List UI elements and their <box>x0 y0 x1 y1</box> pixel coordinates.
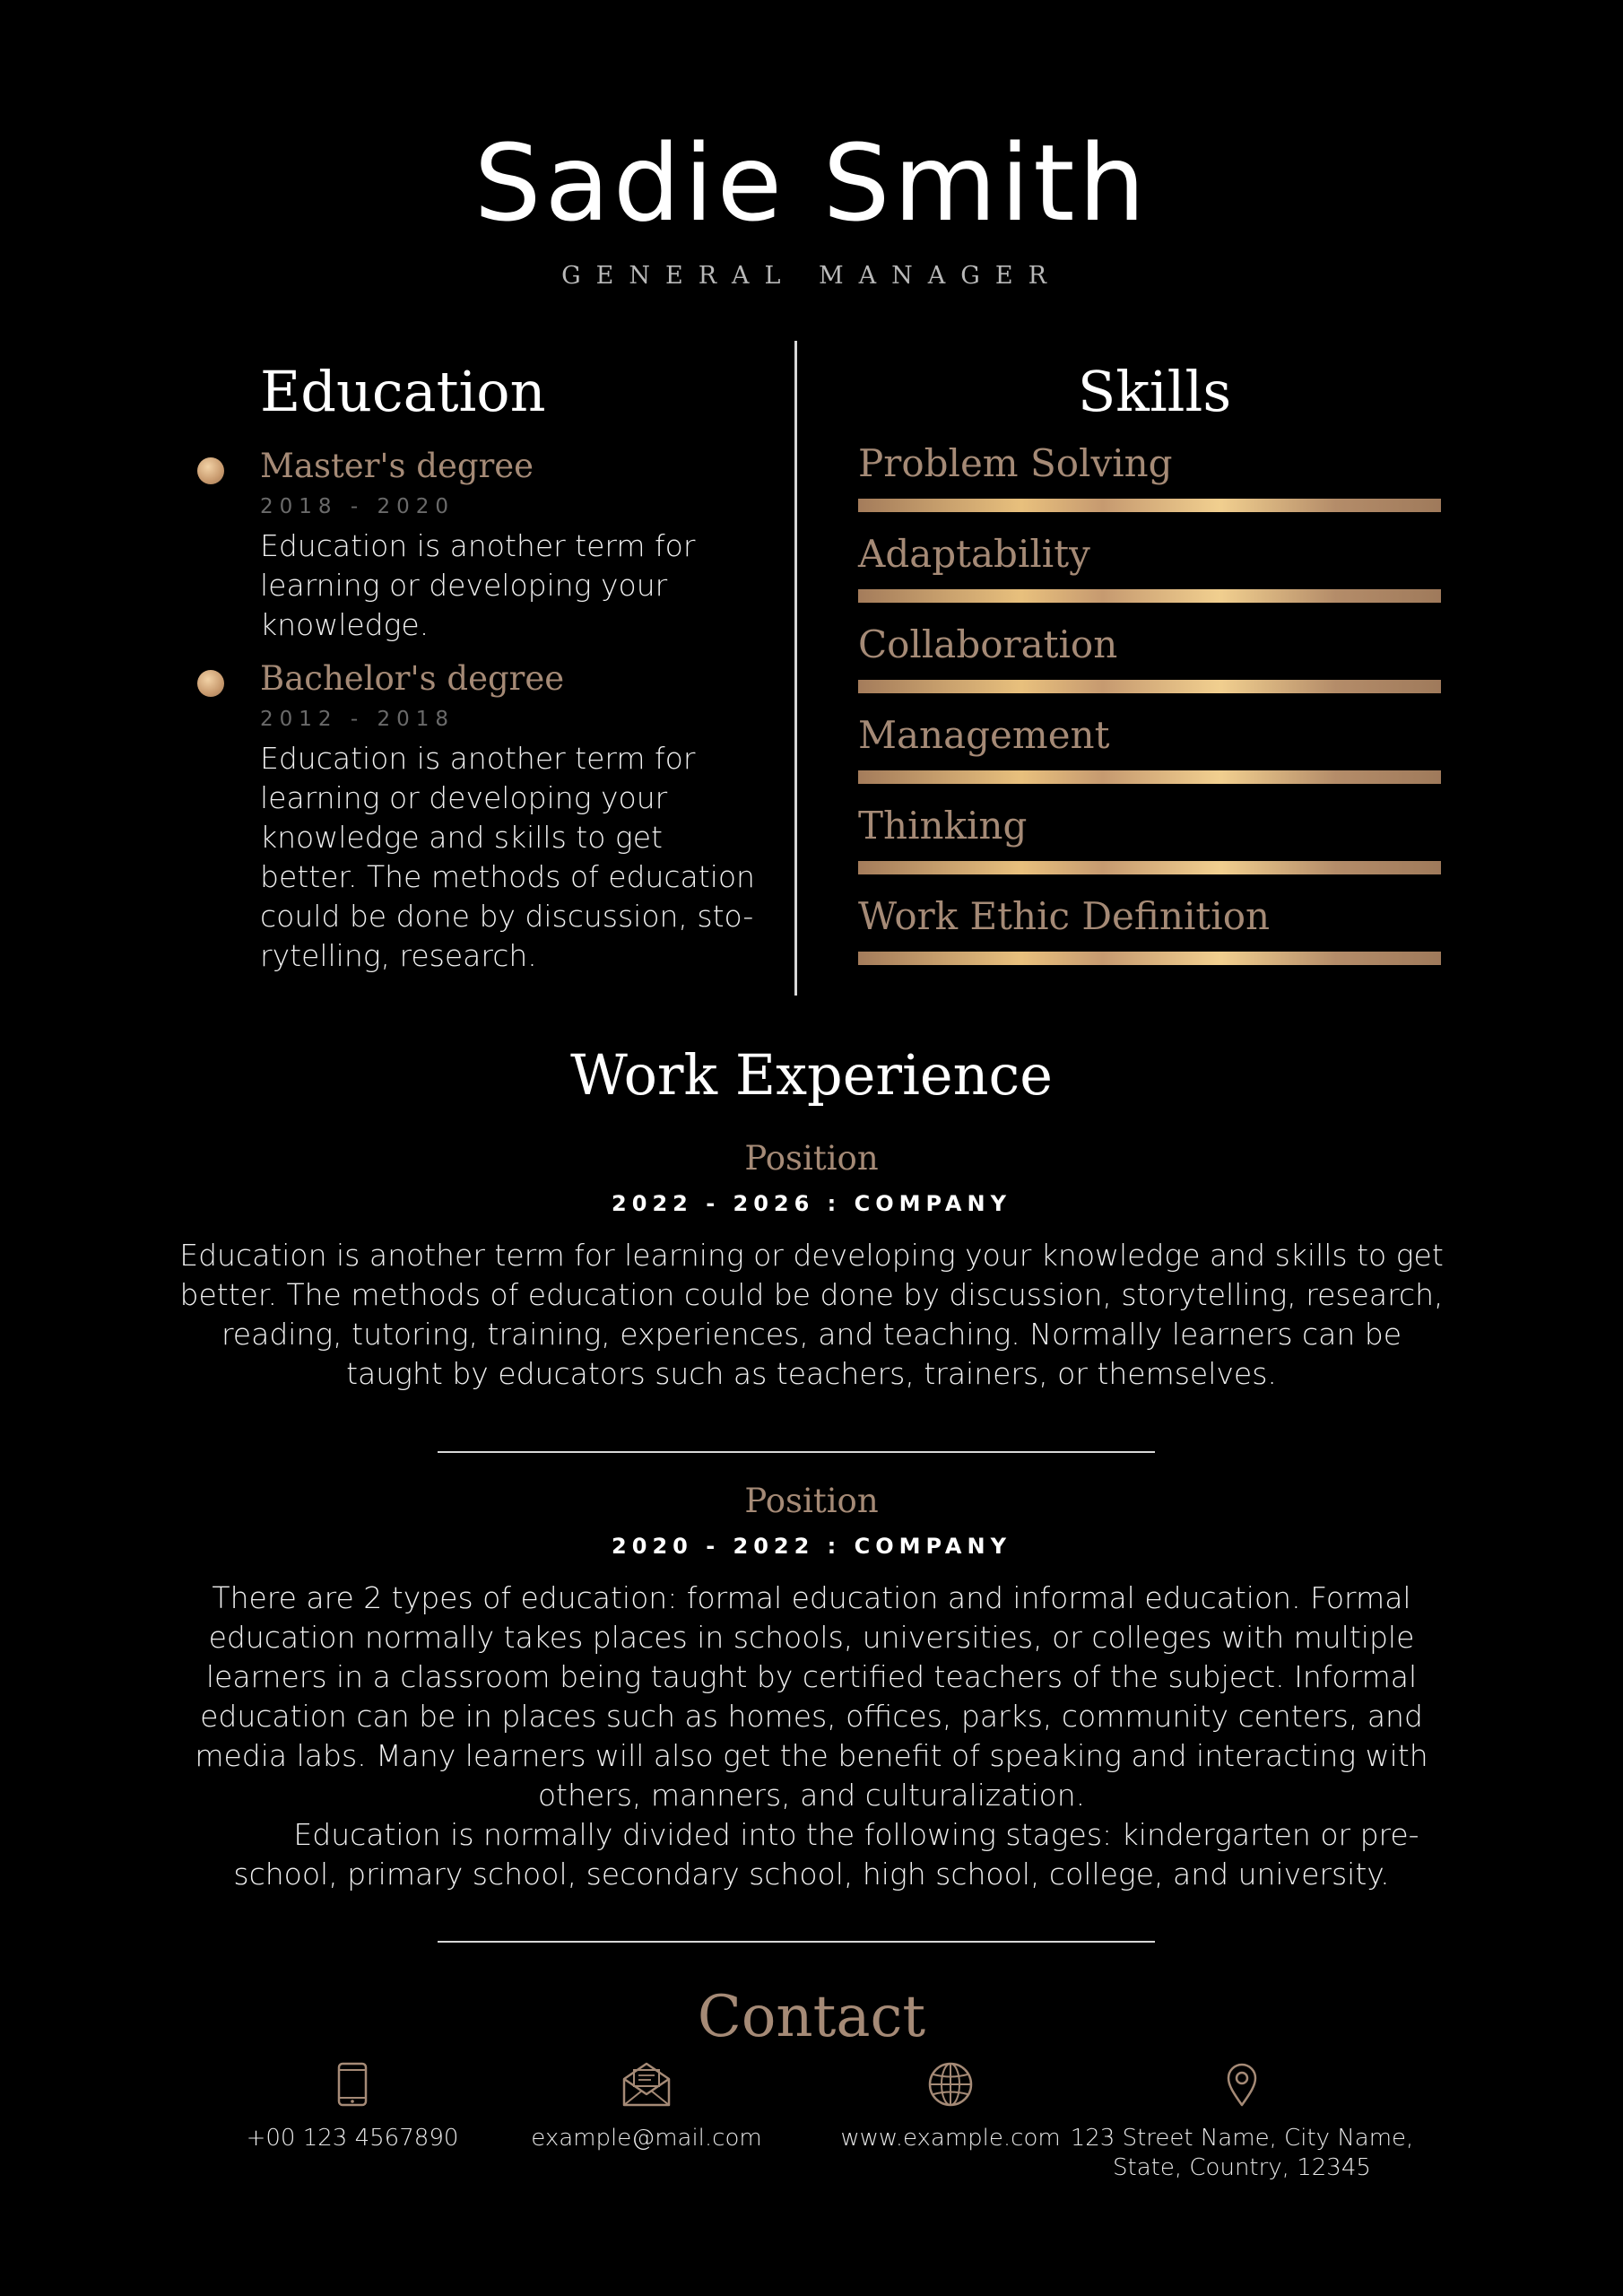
education-degree: Bachelor's degree <box>260 659 565 698</box>
skill-item <box>858 715 1441 784</box>
email-address: example@mail.com <box>531 2125 762 2152</box>
contact-address <box>1063 2061 1421 2183</box>
job-dates-company: 2022 - 2026 : COMPANY <box>612 1191 1011 1217</box>
contact-heading: Contact <box>697 1984 926 2050</box>
skill-item <box>858 896 1441 965</box>
skill-name: Adaptability <box>858 532 1090 576</box>
street-address: 123 Street Name, City Name, State, Country, 12345 <box>1070 2125 1414 2181</box>
job-paragraph: There are 2 types of education: formal education and informal education. Formal education normally takes places in schools, universities, or colleges with multiple learners in a classroom being taught by certified teachers of the subject. Informal education can be in places such as homes, offices, parks, community centers, and media labs. Many learners will also get the benefit of speaking and interacting with others, manners, and culturalization. <box>195 1580 1428 1813</box>
job-description <box>179 1236 1444 1394</box>
education-heading: Education <box>260 359 546 424</box>
phone-number: +00 123 4567890 <box>246 2125 459 2152</box>
skills-heading: Skills <box>1077 359 1232 424</box>
skill-name: Collaboration <box>858 622 1118 666</box>
skill-item <box>858 443 1441 512</box>
education-years: 2012 - 2018 <box>260 708 455 732</box>
contact-phone <box>227 2061 478 2153</box>
skill-name: Management <box>858 713 1110 757</box>
skill-name: Problem Solving <box>858 441 1173 485</box>
education-degree: Master's degree <box>260 447 534 485</box>
skill-bar <box>858 952 1441 965</box>
skill-bar <box>858 589 1441 603</box>
job-paragraph: Education is normally divided into the following stages: kindergarten or pre-school, primary school, secondary school, high school, college, and university. <box>233 1817 1419 1892</box>
section-divider <box>438 1941 1155 1943</box>
education-description: Education is another term for learning or developing your knowledge and skills to get better. The methods of education could be done by discussion, sto-rytelling, research. <box>260 741 755 974</box>
job-paragraph: Education is another term for learning or developing your knowledge and skills to get better. The methods of education could be done by discussion, storytelling, research, reading, tutoring, training, experiences, and teaching. Normally learners can be taught by educators such as teachers, trainers, or themselves. <box>179 1238 1444 1392</box>
website-url: www.example.com <box>840 2125 1061 2152</box>
education-item <box>260 659 762 976</box>
skill-item <box>858 805 1441 874</box>
job-description <box>179 1578 1444 1894</box>
work-entry <box>179 1139 1444 1394</box>
globe-icon <box>927 2061 974 2108</box>
job-title: GENERAL MANAGER <box>561 262 1062 290</box>
skill-name: Thinking <box>858 804 1028 848</box>
contact-email <box>521 2061 772 2153</box>
skill-name: Work Ethic Definition <box>858 894 1271 938</box>
job-position: Position <box>744 1139 879 1178</box>
job-dates-company: 2020 - 2022 : COMPANY <box>612 1534 1011 1560</box>
section-divider <box>438 1451 1155 1453</box>
work-entry <box>179 1482 1444 1894</box>
skill-bar <box>858 770 1441 784</box>
location-pin-icon <box>1224 2061 1260 2108</box>
bullet-dot-icon <box>197 457 224 484</box>
skill-item <box>858 624 1441 693</box>
skill-bar <box>858 680 1441 693</box>
education-description: Education is another term for learning or developing your knowledge. <box>260 528 696 643</box>
column-divider <box>794 341 797 996</box>
contact-website <box>825 2061 1076 2153</box>
skill-item <box>858 534 1441 603</box>
education-years: 2018 - 2020 <box>260 495 455 519</box>
bullet-dot-icon <box>197 670 224 697</box>
skill-bar <box>858 861 1441 874</box>
education-item <box>260 447 762 645</box>
mail-icon <box>621 2061 673 2108</box>
job-position: Position <box>744 1482 879 1520</box>
resume-name: Sadie Smith <box>473 121 1150 245</box>
phone-icon <box>336 2061 369 2108</box>
work-experience-heading: Work Experience <box>570 1042 1053 1108</box>
skill-bar <box>858 499 1441 512</box>
